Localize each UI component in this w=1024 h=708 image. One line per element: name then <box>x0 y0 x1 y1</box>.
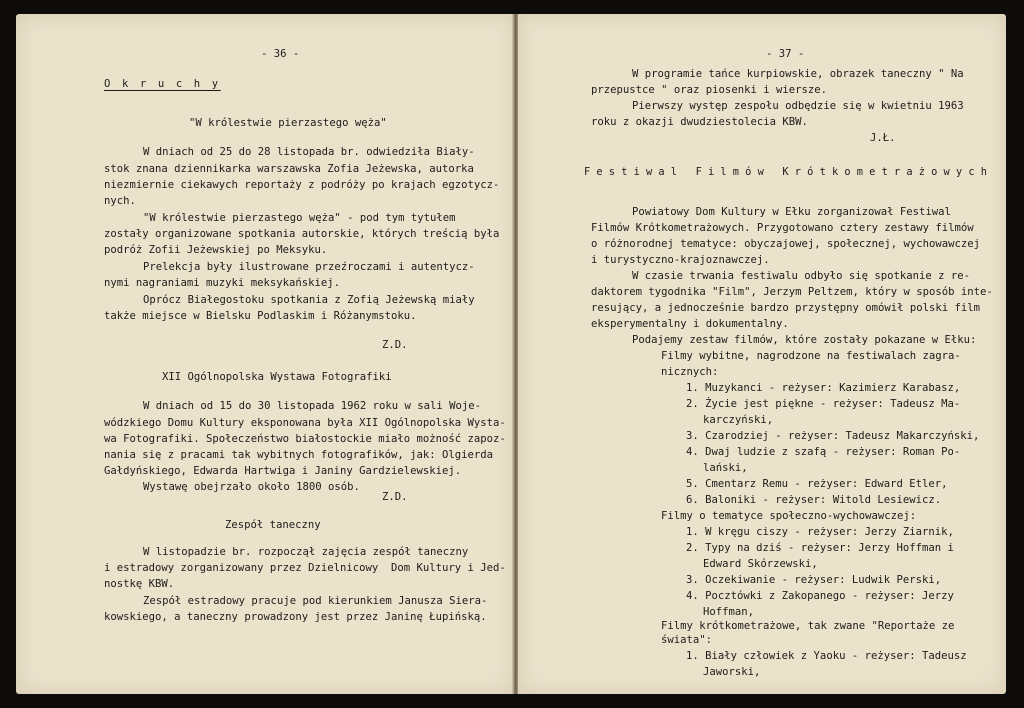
text-line: Filmy o tematyce społeczno-wychowawczej: <box>661 510 917 522</box>
signature: Z.D. <box>382 339 408 351</box>
text-line: resujący, a jednocześnie bardzo przystępny omówił polski film <box>591 302 981 314</box>
text-line: stok znana dziennikarka warszawska Zofia Jeżewska, autorka <box>104 163 474 175</box>
text-line: nicznych: <box>661 366 719 378</box>
text-line: Filmy krótkometrażowe, tak zwane "Reportaże ze <box>661 620 955 632</box>
article-title: "W królestwie pierzastego węża" <box>189 117 387 129</box>
text-line: Powiatowy Dom Kultury w Ełku zorganizował Festiwal <box>632 206 951 218</box>
text-line: W listopadzie br. rozpoczął zajęcia zespół taneczny <box>143 546 469 558</box>
text-line: Filmy wybitne, nagrodzone na festiwalach zagra- <box>661 350 961 362</box>
section-title: O k r u c h y <box>104 78 221 90</box>
text-line: podróż Zofii Jeżewskiej po Meksyku. <box>104 244 328 256</box>
list-item: 1. W kręgu ciszy - reżyser: Jerzy Ziarnik, <box>686 526 954 538</box>
list-item: Hoffman, <box>703 606 755 618</box>
left-page <box>16 14 515 694</box>
list-item: 4. Pocztówki z Zakopanego - reżyser: Jerzy <box>686 590 954 602</box>
text-line: roku z okazji dwudziestolecia KBW. <box>591 116 808 128</box>
list-item: 6. Baloniki - reżyser: Witold Lesiewicz. <box>686 494 942 506</box>
text-line: nostkę KBW. <box>104 578 175 590</box>
text-line: i turystyczno-krajoznawczej. <box>591 254 770 266</box>
list-item: Edward Skórzewski, <box>703 558 818 570</box>
text-line: Prelekcja były ilustrowane przeźroczami i autentycz- <box>143 261 475 273</box>
list-item: Jaworski, <box>703 666 761 678</box>
text-line: także miejsce w Bielsku Podlaskim i Różanymstoku. <box>104 310 417 322</box>
text-line: W programie tańce kurpiowskie, obrazek taneczny " Na <box>632 68 964 80</box>
text-line: i estradowy zorganizowany przez Dzielnicowy Dom Kultury i Jed- <box>104 562 506 574</box>
text-line: Wystawę obejrzało około 1800 osób. <box>143 481 360 493</box>
list-item: 1. Biały człowiek z Yaoku - reżyser: Tadeusz <box>686 650 967 662</box>
festival-title: F e s t i w a l F i l m ó w K r ó t k o m e t r a ż o w y c h <box>584 166 987 178</box>
list-item: lański, <box>703 462 748 474</box>
article-title: XII Ogólnopolska Wystawa Fotografiki <box>162 371 392 383</box>
text-line: W dniach od 25 do 28 listopada br. odwiedziła Biały- <box>143 146 475 158</box>
list-item: 2. Życie jest piękne - reżyser: Tadeusz Ma- <box>686 398 961 410</box>
list-item: karczyński, <box>703 414 774 426</box>
page-number: - 36 - <box>261 48 300 60</box>
list-item: 5. Cmentarz Remu - reżyser: Edward Etler, <box>686 478 948 490</box>
text-line: nych. <box>104 195 136 207</box>
text-line: Oprócz Białegostoku spotkania z Zofią Jeżewską miały <box>143 294 475 306</box>
list-item: 3. Oczekiwanie - reżyser: Ludwik Perski, <box>686 574 942 586</box>
list-item: 1. Muzykanci - reżyser: Kazimierz Karabasz, <box>686 382 961 394</box>
text-line: wódzkiego Domu Kultury eksponowana była XII Ogólnopolska Wysta- <box>104 417 506 429</box>
text-line: wa Fotografiki. Społeczeństwo białostockie miało możność zapoz- <box>104 433 506 445</box>
text-line: nania się z pracami tak wybitnych fotografików, jak: Olgierda <box>104 449 494 461</box>
signature: J.Ł. <box>870 132 896 144</box>
signature: Z.D. <box>382 491 408 503</box>
page-number: - 37 - <box>766 48 805 60</box>
list-item: 4. Dwaj ludzie z szafą - reżyser: Roman Po- <box>686 446 961 458</box>
article-title: Zespół taneczny <box>225 519 321 531</box>
text-line: przepustce " oraz piosenki i wiersze. <box>591 84 827 96</box>
text-line: daktorem tygodnika "Film", Jerzym Peltzem, który w sposób inte- <box>591 286 993 298</box>
text-line: świata": <box>661 634 713 646</box>
text-line: eksperymentalny i dokumentalny. <box>591 318 789 330</box>
text-line: Pierwszy występ zespołu odbędzie się w kwietniu 1963 <box>632 100 964 112</box>
text-line: o różnorodnej tematyce: obyczajowej, społecznej, wychowawczej <box>591 238 981 250</box>
text-line: "W królestwie pierzastego węża" - pod tym tytułem <box>143 212 456 224</box>
document-spread <box>16 14 1006 694</box>
text-line: Zespół estradowy pracuje pod kierunkiem Janusza Siera- <box>143 595 488 607</box>
text-line: Podajemy zestaw filmów, które zostały pokazane w Ełku: <box>632 334 977 346</box>
text-line: nymi nagraniami muzyki meksykańskiej. <box>104 277 340 289</box>
text-line: kowskiego, a taneczny prowadzony jest przez Janinę Łupińską. <box>104 611 487 623</box>
text-line: W dniach od 15 do 30 listopada 1962 roku w sali Woje- <box>143 400 482 412</box>
text-line: W czasie trwania festiwalu odbyło się spotkanie z re- <box>632 270 971 282</box>
right-page <box>518 14 1006 694</box>
list-item: 2. Typy na dziś - reżyser: Jerzy Hoffman i <box>686 542 954 554</box>
text-line: niezmiernie ciekawych reportaży z podróży po krajach egzotycz- <box>104 179 500 191</box>
text-line: Filmów Krótkometrażowych. Przygotowano cztery zestawy filmów <box>591 222 974 234</box>
list-item: 3. Czarodziej - reżyser: Tadeusz Makarczyński, <box>686 430 980 442</box>
text-line: zostały organizowane spotkania autorskie, których treścią była <box>104 228 500 240</box>
text-line: Gałdyńskiego, Edwarda Hartwiga i Janiny Gardzielewskiej. <box>104 465 462 477</box>
